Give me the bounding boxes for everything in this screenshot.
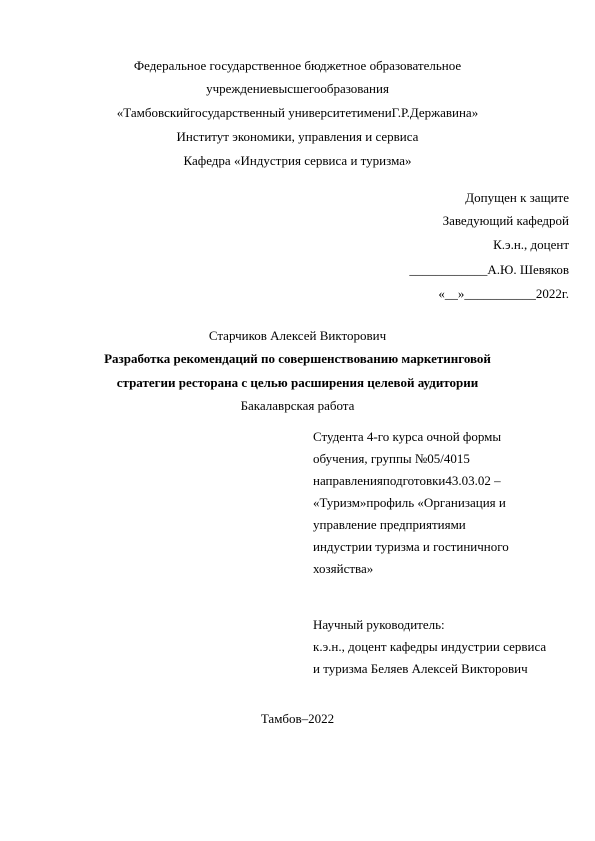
city-year: Тамбов–2022 bbox=[260, 711, 335, 726]
institute-name: Институт экономики, управления и сервиса bbox=[176, 129, 419, 144]
student-info-line: хозяйства» bbox=[313, 561, 374, 576]
author-name: Старчиков Алексей Викторович bbox=[208, 328, 387, 343]
organization-line-1: Федеральное государственное бюджетное образовательное bbox=[133, 58, 462, 73]
organization-line-2: учреждениевысшегообразования bbox=[206, 81, 389, 96]
approval-date-line: «__»___________2022г. bbox=[438, 286, 569, 301]
student-info-line: обучения, группы №05/4015 bbox=[313, 451, 470, 466]
supervisor-heading: Научный руководитель: bbox=[313, 617, 445, 632]
approval-head-of-department: Заведующий кафедрой bbox=[442, 213, 569, 228]
supervisor-info bbox=[313, 614, 546, 680]
approval-degree: К.э.н., доцент bbox=[493, 237, 569, 252]
work-type: Бакалаврская работа bbox=[240, 398, 355, 413]
student-info-line: направленияподготовки43.03.02 – bbox=[313, 473, 501, 488]
approval-signature-line: ____________А.Ю. Шевяков bbox=[409, 262, 569, 277]
thesis-title-line-2: стратегии ресторана с целью расширения целевой аудитории bbox=[116, 375, 479, 390]
student-info-line: управление предприятиями bbox=[313, 517, 466, 532]
student-info bbox=[313, 426, 509, 580]
university-name: «Тамбовскийгосударственный университетимениГ.Р.Державина» bbox=[116, 105, 479, 120]
approval-admitted: Допущен к защите bbox=[465, 190, 569, 205]
student-info-line: индустрии туризма и гостиничного bbox=[313, 539, 509, 554]
supervisor-line-2: и туризма Беляев Алексей Викторович bbox=[313, 661, 528, 676]
thesis-title-line-1: Разработка рекомендаций по совершенствованию маркетинговой bbox=[104, 351, 491, 366]
student-info-line: Студента 4-го курса очной формы bbox=[313, 429, 502, 444]
department-name: Кафедра «Индустрия сервиса и туризма» bbox=[183, 153, 412, 168]
student-info-line: «Туризм»профиль «Организация и bbox=[313, 495, 506, 510]
supervisor-line-1: к.э.н., доцент кафедры индустрии сервиса bbox=[313, 639, 547, 654]
